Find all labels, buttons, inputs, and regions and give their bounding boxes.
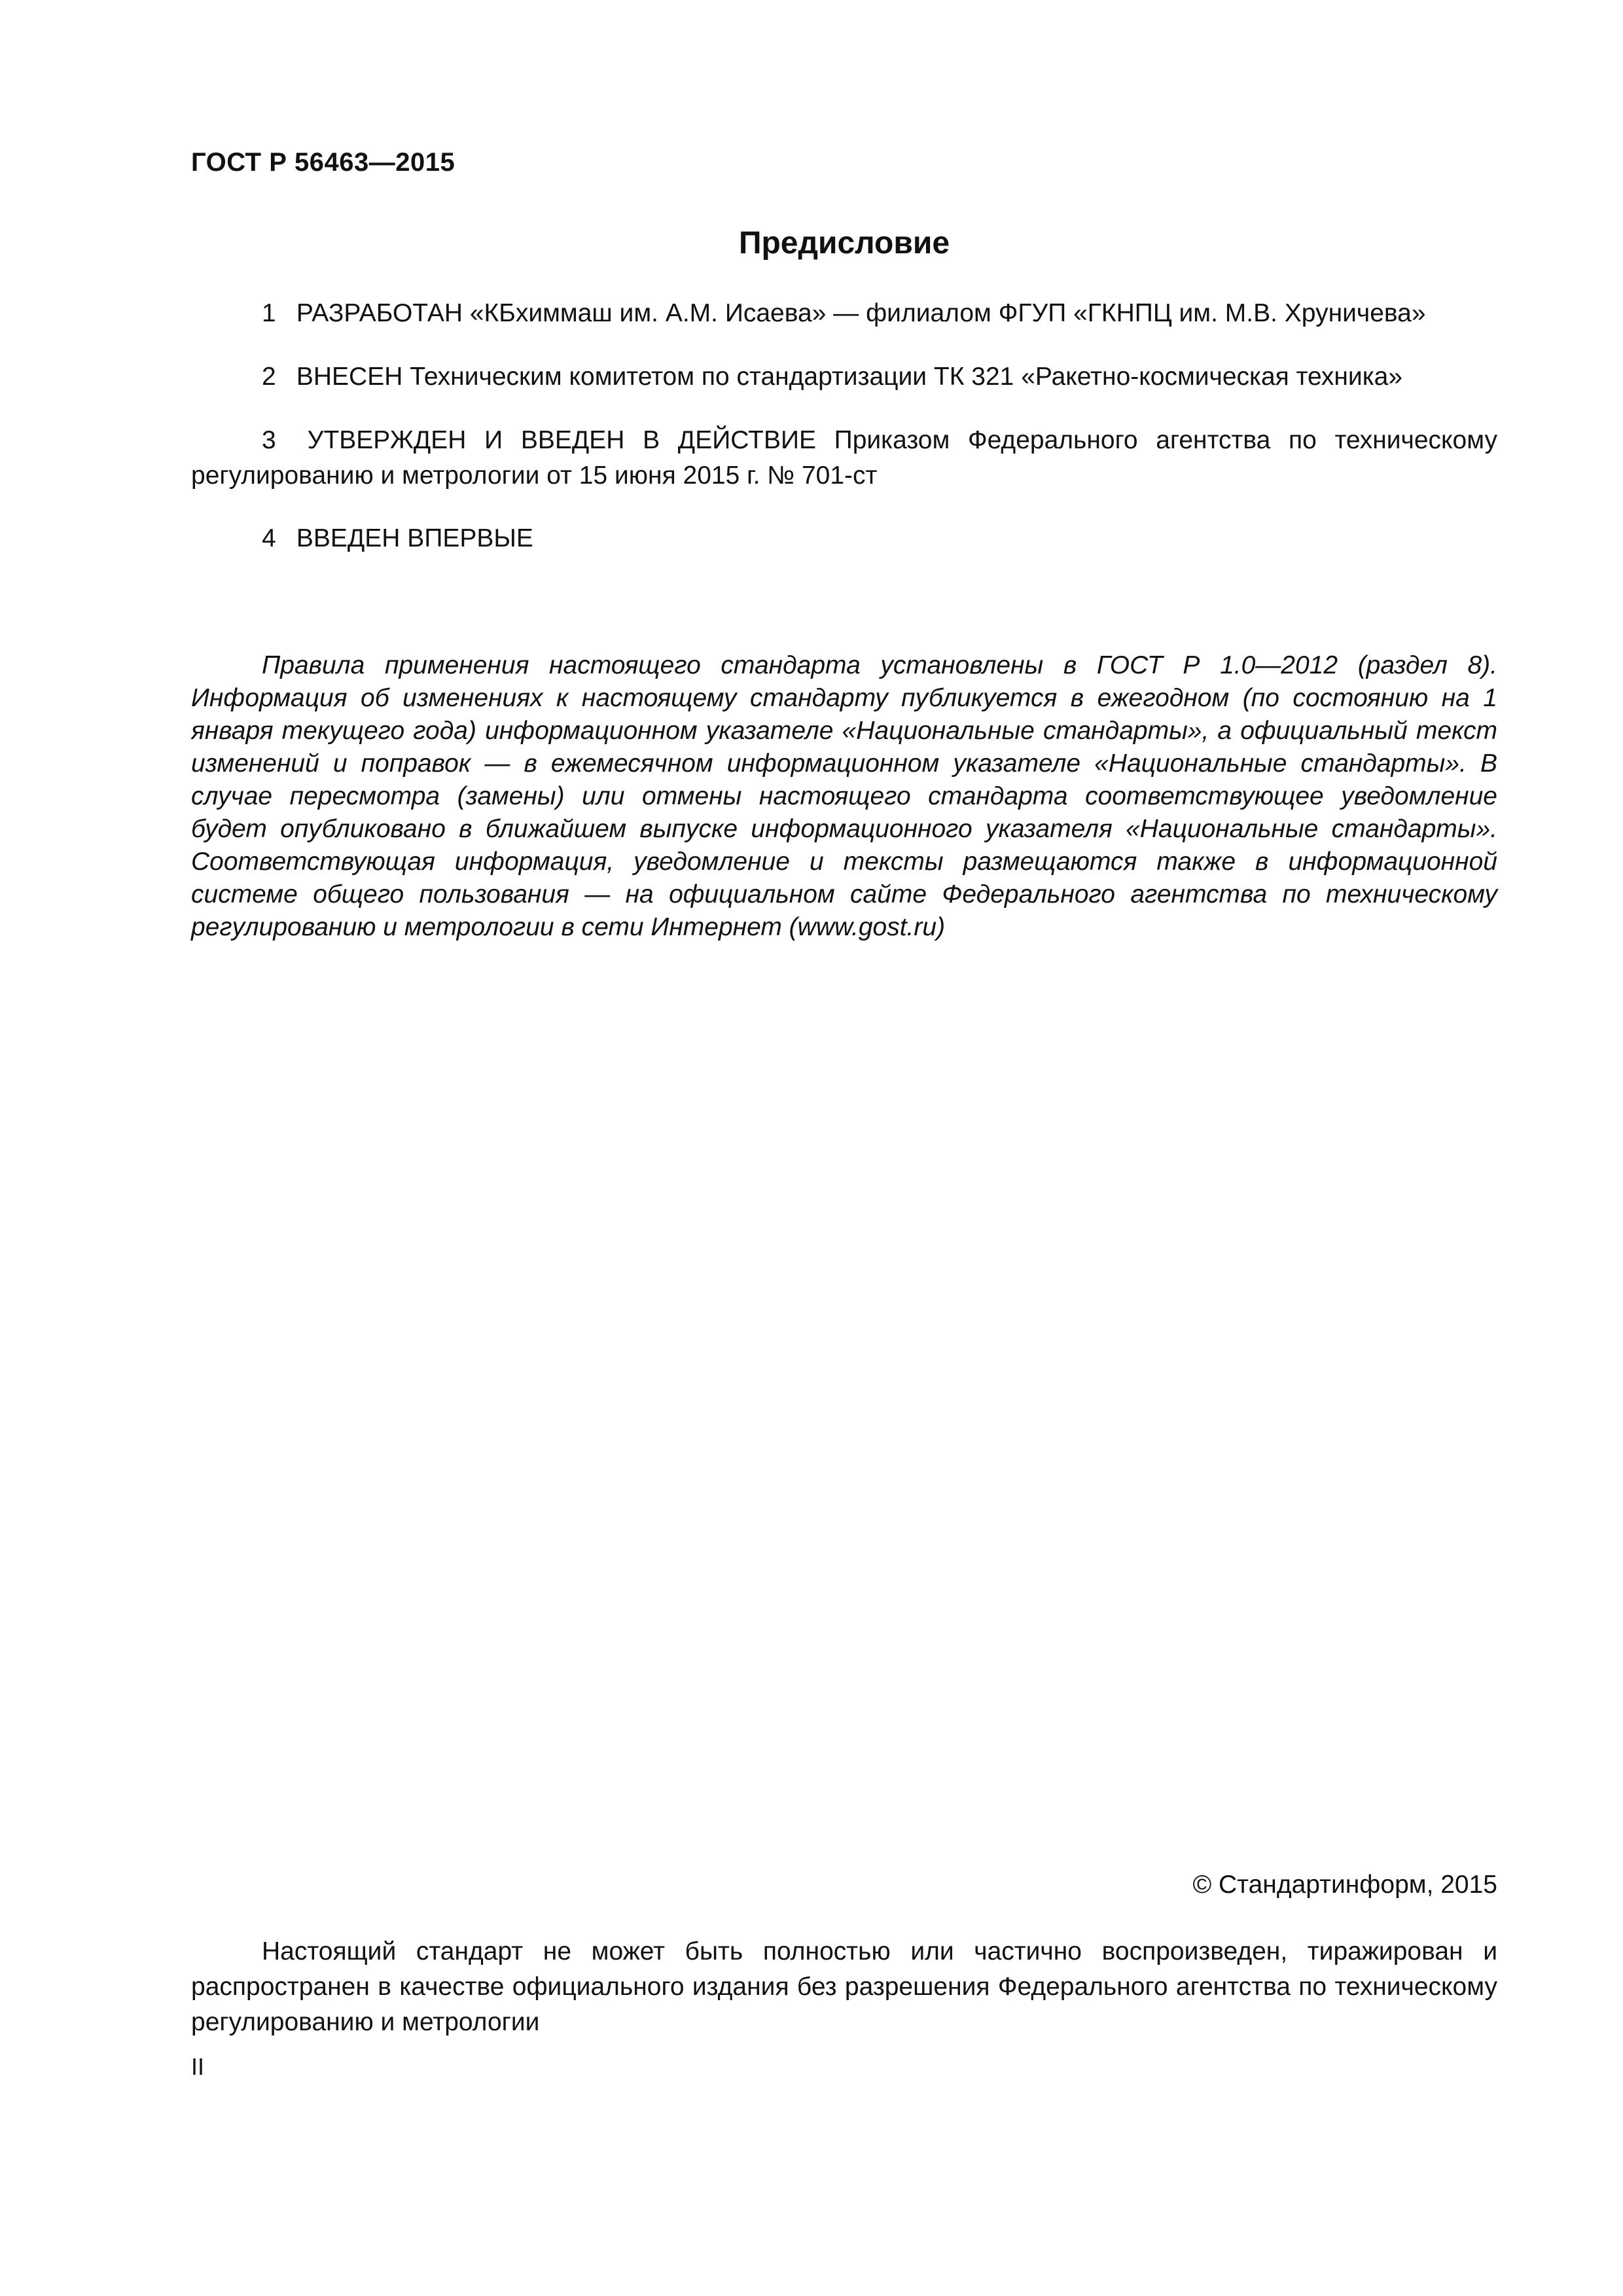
foreword-item-3: [191, 423, 1497, 493]
foreword-item-1: [191, 296, 1497, 331]
item-text: ВВЕДЕН ВПЕРВЫЕ: [296, 524, 533, 552]
foreword-item-4: [191, 521, 1497, 556]
application-rules-notice: Правила применения настоящего стандарта установлены в ГОСТ Р 1.0—2012 (раздел 8). Информация об изменениях к настоящему стандарту публикуется в ежегодном (по состоянию на 1 января текущего года) информационном указателе «Национальные стандарты», а официальный текст изменений и поправок — в ежемесячном информационном указателе «Национальные стандарты». В случае пересмотра (замены) или отмены настоящего стандарта соответствующее уведомление будет опубликовано в ближайшем выпуске информационного указателя «Национальные стандарты». Соответствующая информация, уведомление и тексты размещаются также в информационной системе общего пользования — на официальном сайте Федерального агентства по техническому регулированию и метрологии в сети Интернет (www.gost.ru): [191, 651, 1497, 941]
copyright-line: © Стандартинформ, 2015: [1192, 1871, 1497, 1899]
item-number: 3: [262, 426, 276, 454]
item-number: 1: [262, 299, 276, 327]
reproduction-disclaimer: Настоящий стандарт не может быть полностью или частично воспроизведен, тиражирован и распространен в качестве официального издания без разрешения Федерального агентства по техническому регулированию и метрологии: [191, 1937, 1497, 2036]
item-text: ВНЕСЕН Техническим комитетом по стандартизации ТК 321 «Ракетно-космическая техника»: [296, 363, 1403, 391]
item-text: УТВЕРЖДЕН И ВВЕДЕН В ДЕЙСТВИЕ Приказом Федерального агентства по техническому регулированию и метрологии от 15 июня 2015 г. № 701-ст: [191, 426, 1497, 490]
foreword-item-2: [191, 359, 1497, 395]
item-text: РАЗРАБОТАН «КБхиммаш им. А.М. Исаева» — филиалом ФГУП «ГКНПЦ им. М.В. Хруничева»: [296, 299, 1426, 327]
page-title: Предисловие: [738, 226, 950, 260]
item-number: 4: [262, 524, 276, 552]
page-number: II: [191, 2053, 205, 2080]
document-code: ГОСТ Р 56463—2015: [191, 148, 455, 177]
item-number: 2: [262, 363, 276, 391]
